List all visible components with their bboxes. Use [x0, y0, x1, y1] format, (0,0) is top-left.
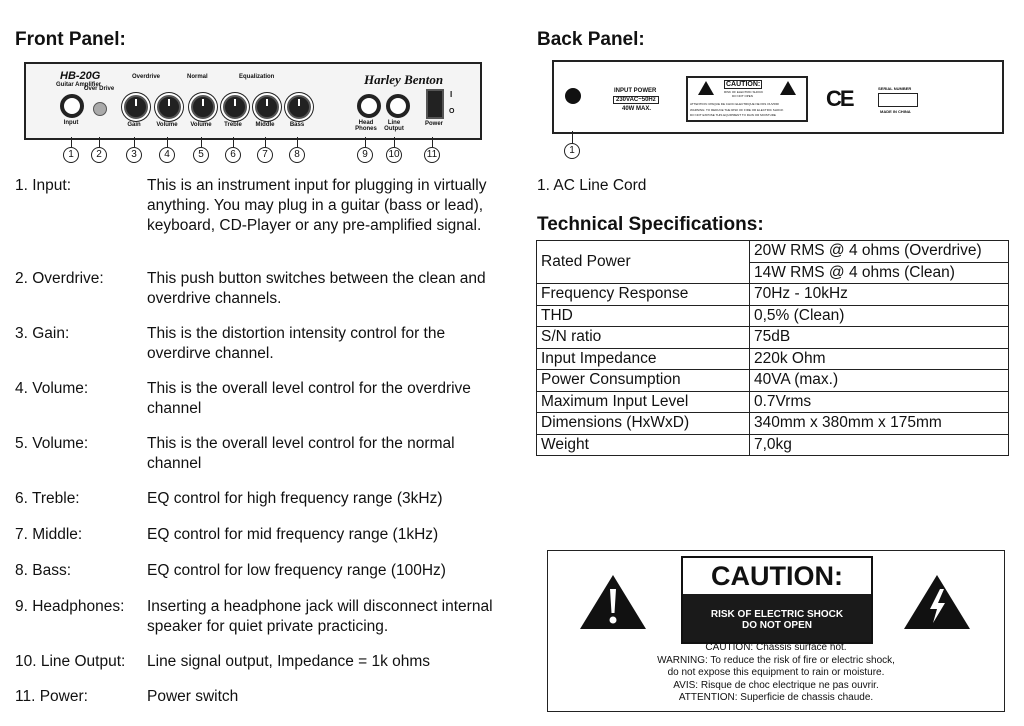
caution-line: CAUTION: Chassis surface hot. [705, 642, 847, 653]
line-output-jack[interactable] [386, 94, 410, 118]
serial-number-label: SERIAL NUMBER [878, 86, 912, 91]
input-power-label: INPUT POWER [614, 88, 657, 94]
item-text: EQ control for low frequency range (100Hz) [147, 562, 446, 579]
callout-10: 10 [386, 147, 402, 163]
callout-8: 8 [289, 147, 305, 163]
spec-key: Input Impedance [537, 348, 750, 370]
caution-band [683, 594, 871, 642]
caution-lines [548, 642, 1004, 705]
spec-key: Frequency Response [537, 284, 750, 306]
item-text: Inserting a headphone jack will disconnect internal speaker for quiet private practicing. [147, 598, 493, 635]
callout-stem [99, 137, 100, 147]
spec-key: Maximum Input Level [537, 391, 750, 413]
table-row [537, 327, 1009, 349]
item-text: Line signal output, Impedance = 1k ohms [147, 653, 431, 670]
spec-key: Rated Power [537, 241, 750, 284]
caution-label [547, 550, 1005, 712]
lightning-warning-icon [902, 573, 972, 631]
volume-od-label: Volume [156, 122, 178, 128]
callout-stem [201, 137, 202, 147]
headphones-label: Head Phones [355, 120, 377, 132]
power-on-mark: I [450, 90, 453, 99]
made-in-china-label: MADE IN CHINA [880, 109, 911, 114]
overdrive-label: Over Drive [83, 86, 115, 92]
back-caution-text2: DO NOT OPEN [732, 94, 753, 98]
spec-value: 20W RMS @ 4 ohms (Overdrive) [750, 241, 1009, 263]
table-row [537, 434, 1009, 456]
table-row [537, 305, 1009, 327]
spec-key: S/N ratio [537, 327, 750, 349]
back-caution-label [686, 76, 808, 122]
spec-value: 70Hz - 10kHz [750, 284, 1009, 306]
item-term: 4. Volume: [15, 380, 89, 397]
power-switch[interactable] [426, 89, 444, 119]
spec-value: 0.7Vrms [750, 391, 1009, 413]
item-text: EQ control for mid frequency range (1kHz) [147, 526, 439, 543]
spec-value: 0,5% (Clean) [750, 305, 1009, 327]
ac-cord-socket [565, 88, 581, 104]
watt-label: 40W MAX. [622, 106, 652, 112]
table-row [537, 348, 1009, 370]
callout-3: 3 [126, 147, 142, 163]
item-text: This is the overall level control for the overdrive channel [147, 380, 471, 417]
bass-label: Bass [289, 122, 305, 128]
spec-value: 340mm x 380mm x 175mm [750, 413, 1009, 435]
middle-label: Middle [255, 122, 275, 128]
serial-number-box [878, 93, 918, 107]
front-panel-diagram [24, 62, 482, 140]
item-text: This is the overall level control for the normal channel [147, 435, 455, 472]
model-label: HB-20G [60, 70, 101, 82]
exclamation-warning-icon [578, 573, 648, 631]
item-term: 5. Volume: [15, 435, 89, 452]
volume-normal-label: Volume [190, 122, 212, 128]
callout-stem [297, 137, 298, 147]
item-term: 7. Middle: [15, 526, 83, 543]
voltage-label: 230VAC~50Hz [613, 96, 659, 104]
caution-center-box [681, 556, 873, 644]
input-label: Input [63, 120, 79, 126]
back-item-ac-line-cord: 1. AC Line Cord [537, 177, 647, 194]
spec-key: THD [537, 305, 750, 327]
line-output-label: Line Output [384, 120, 404, 132]
spec-key: Dimensions (HxWxD) [537, 413, 750, 435]
treble-knob[interactable] [223, 95, 247, 119]
item-term: 2. Overdrive: [15, 270, 104, 287]
spec-key: Weight [537, 434, 750, 456]
volume-normal-knob[interactable] [191, 95, 215, 119]
table-row [537, 370, 1009, 392]
callout-stem [71, 137, 72, 147]
caution-band-line1: RISK OF ELECTRIC SHOCK [710, 609, 844, 620]
table-row [537, 413, 1009, 435]
item-text: This push button switches between the clean and overdrive channels. [147, 270, 486, 307]
callout-stem [265, 137, 266, 147]
callout-2: 2 [91, 147, 107, 163]
caution-band-line2: DO NOT OPEN [741, 620, 812, 631]
section-overdrive: Overdrive [132, 74, 161, 80]
spec-key: Power Consumption [537, 370, 750, 392]
treble-label: Treble [224, 122, 242, 128]
table-row [537, 241, 1009, 263]
callout-stem [233, 137, 234, 147]
brand-logo: Harley Benton [364, 72, 444, 87]
headphones-jack[interactable] [357, 94, 381, 118]
back-callout-1: 1 [564, 143, 580, 159]
caution-line: do not expose this equipment to rain or moisture. [667, 667, 885, 678]
power-label: Power [424, 121, 443, 127]
back-caution-attn3: DO NOT EXPOSE THIS EQUIPMENT TO RAIN OR MOISTURE [690, 113, 776, 117]
table-row [537, 391, 1009, 413]
gain-label: Gain [127, 122, 141, 128]
back-panel-diagram [552, 60, 1004, 134]
overdrive-button[interactable] [93, 102, 107, 116]
spec-value: 220k Ohm [750, 348, 1009, 370]
item-term: 8. Bass: [15, 562, 71, 579]
back-caution-attn1: ATTENTION: RISQUE DE CHOC ELECTRIQUE NE PAS OUVRIR [690, 102, 779, 106]
spec-value: 7,0kg [750, 434, 1009, 456]
callout-stem [394, 137, 395, 147]
volume-od-knob[interactable] [157, 95, 181, 119]
input-jack[interactable] [60, 94, 84, 118]
table-row [537, 284, 1009, 306]
front-panel-heading: Front Panel: [15, 29, 126, 50]
ce-mark: CE [826, 86, 853, 111]
item-term: 3. Gain: [15, 325, 70, 342]
section-eq: Equalization [239, 74, 275, 80]
tech-specs-heading: Technical Specifications: [537, 214, 764, 235]
power-off-mark: O [449, 108, 455, 115]
back-caution-title: CAUTION: [726, 81, 761, 88]
callout-stem [365, 137, 366, 147]
item-term: 9. Headphones: [15, 598, 125, 615]
lightning-triangle-icon [780, 81, 796, 95]
spec-value: 40VA (max.) [750, 370, 1009, 392]
back-caution-text1: RISK OF ELECTRIC SHOCK [724, 90, 764, 94]
callout-5: 5 [193, 147, 209, 163]
item-term: 10. Line Output: [15, 653, 126, 670]
callout-11: 11 [424, 147, 440, 163]
spec-value: 75dB [750, 327, 1009, 349]
item-term: 11. Power: [15, 688, 88, 705]
item-text: This is the distortion intensity control for the overdirve channel. [147, 325, 446, 362]
callout-7: 7 [257, 147, 273, 163]
model-subtitle: Guitar Amplifier [56, 82, 102, 88]
caution-line: WARNING: To reduce the risk of fire or electric shock, [657, 654, 895, 666]
middle-knob[interactable] [255, 95, 279, 119]
item-text: This is an instrument input for plugging in virtually anything. You may plug in a guitar (bass or lead), keyboard, CD-Player or any pre-amplified signal. [147, 177, 487, 234]
item-text: EQ control for high frequency range (3kHz) [147, 490, 443, 507]
warning-triangle-icon [698, 81, 714, 95]
bass-knob[interactable] [287, 95, 311, 119]
callout-stem [134, 137, 135, 147]
callout-stem [167, 137, 168, 147]
specs-table [536, 240, 1009, 456]
item-text: Power switch [147, 688, 239, 705]
caution-line: ATTENTION: Superficie de chassis chaude. [678, 692, 874, 703]
item-term: 6. Treble: [15, 490, 80, 507]
callout-4: 4 [159, 147, 175, 163]
back-caution-attn2: WARNING: TO REDUCE THE RISK OF FIRE OR ELECTRIC SHOCK [690, 108, 784, 112]
back-panel-heading: Back Panel: [537, 29, 645, 50]
spec-value: 14W RMS @ 4 ohms (Clean) [750, 262, 1009, 284]
callout-9: 9 [357, 147, 373, 163]
callout-1: 1 [63, 147, 79, 163]
callout-6: 6 [225, 147, 241, 163]
gain-knob[interactable] [124, 95, 148, 119]
caution-line: AVIS: Risque de choc electrique ne pas ouvrir. [673, 679, 879, 691]
item-term: 1. Input: [15, 177, 72, 194]
callout-stem [432, 137, 433, 147]
caution-title: CAUTION: [711, 561, 843, 591]
section-normal: Normal [187, 74, 208, 80]
